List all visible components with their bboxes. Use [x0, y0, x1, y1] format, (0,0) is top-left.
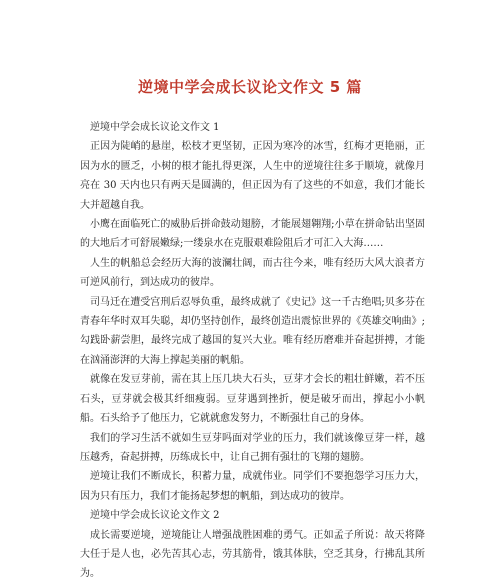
paragraph: 就像在发豆芽前，需在其上压几块大石头，豆芽才会长的粗壮鲜嫩，若不压石头，豆芽就会极其纤细瘦弱。豆芽遇到挫折，便是破牙而出，撑起小小帆船。石头给予了他压力，它就就愈发努力，不断强壮自己的身体。	[80, 374, 425, 425]
document-title: 逆境中学会成长议论文作文 5 篇	[138, 78, 362, 96]
paragraph: 小鹰在面临死亡的威胁后拼命鼓动翅膀，才能展翅翱翔;小草在拼命钻出坚固的大地后才可舒展嫩绿;一缕泉水在克服艰难险阻后才可汇入大海……	[80, 219, 425, 250]
essay-1-heading: 逆境中学会成长议论文作文 1	[90, 122, 220, 133]
paragraph: 逆境让我们不断成长，积蓄力量，成就伟业。同学们不要抱怨学习压力大，因为只有压力，我们才能扬起梦想的帆船，到达成功的彼岸。	[80, 471, 425, 502]
paragraph: 人生的帆船总会经历大海的波澜壮阔，而古往今来，唯有经历大风大浪者方可逆风前行，到达成功的彼岸。	[80, 257, 425, 289]
essay-2-heading: 逆境中学会成长议论文作文 2	[90, 510, 220, 522]
paragraph: 司马迁在遭受宫刑后忍辱负重，最终成就了《史记》这一千古绝唱;贝多芬在青春年华时双耳失聪，却仍坚持创作，最终创造出震惊世界的《英雄交响曲》;勾践卧薪尝胆，最终完成了越国的复兴大业。唯有经历磨难并奋起拼搏，才能在汹涌澎湃的大海上撑起美丽的帆船。	[80, 296, 425, 366]
document-body	[80, 118, 425, 584]
paragraph: 我们的学习生活不就如生豆芽吗面对学业的压力，我们就该像豆芽一样，越压越秀，奋起拼搏，历练成长中，让自己拥有强壮的飞翔的翅膀。	[80, 432, 425, 463]
paragraph: 正因为陡峭的悬崖，松枝才更坚韧，正因为寒冷的冰雪，红梅才更艳丽，正因为水的匮乏，小树的根才能扎得更深，人生中的逆境往往多于顺境，就像月亮在 30 天内也只有两天是圆满的，但正因为有了这些的不如意，我们才能长大并超越自我。	[80, 141, 425, 211]
paragraph: 成长需要逆境，逆境能让人增强战胜困难的勇气。正如孟子所说：故天将降大任于是人也，必先苦其心志，劳其筋骨，饿其体肤，空乏其身，行拂乱其所为。	[80, 529, 425, 580]
